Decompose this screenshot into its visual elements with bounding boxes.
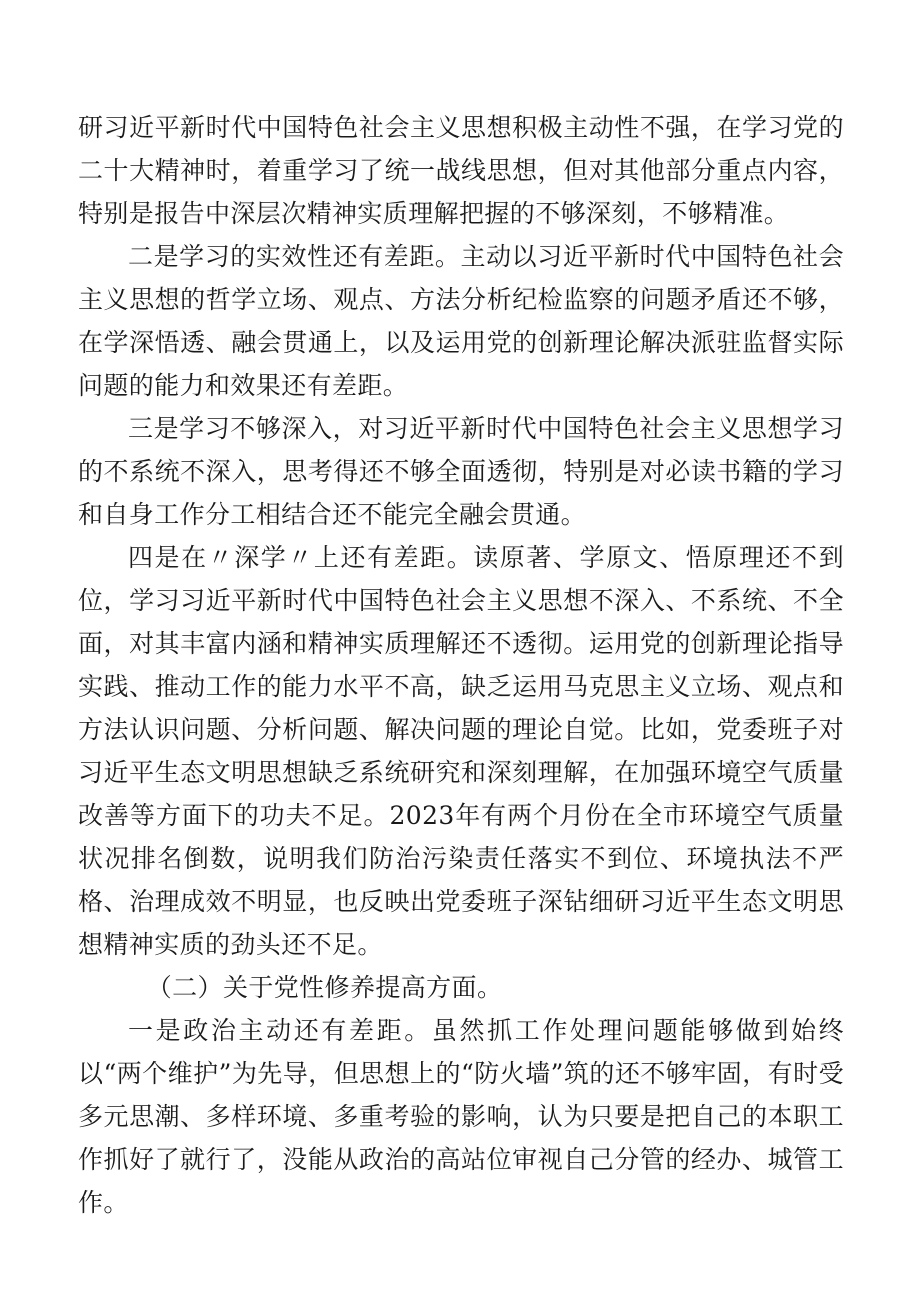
document-body bbox=[78, 106, 844, 1224]
paragraph-point-three: 三是学习不够深入，对习近平新时代中国特色社会主义思想学习的不系统不深入，思考得还不够全面透彻，特别是对必读书籍的学习和自身工作分工相结合还不能完全融会贯通。 bbox=[78, 414, 844, 529]
paragraph-continuation: 研习近平新时代中国特色社会主义思想积极主动性不强，在学习党的二十大精神时，着重学习了统一战线思想，但对其他部分重点内容，特别是报告中深层次精神实质理解把握的不够深刻，不够精准。 bbox=[78, 113, 844, 228]
paragraph-point-two: 二是学习的实效性还有差距。主动以习近平新时代中国特色社会主义思想的哲学立场、观点、方法分析纪检监察的问题矛盾还不够，在学深悟透、融会贯通上，以及运用党的创新理论解决派驻监督实际问题的能力和效果还有差距。 bbox=[78, 242, 844, 400]
paragraph-political-initiative: 一是政治主动还有差距。虽然抓工作处理问题能够做到始终以“两个维护”为先导，但思想上的“防火墙”筑的还不够牢固，有时受多元思潮、多样环境、多重考验的影响，认为只要是把自己的本职工作抓好了就行了，没能从政治的高站位审视自己分管的经办、城管工作。 bbox=[78, 1016, 844, 1217]
paragraph-point-four: 四是在〃深学〃上还有差距。读原著、学原文、悟原理还不到位，学习习近平新时代中国特色社会主义思想不深入、不系统、不全面，对其丰富内涵和精神实质理解还不透彻。运用党的创新理论指导实践、推动工作的能力水平不高，缺乏运用马克思主义立场、观点和方法认识问题、分析问题、解决问题的理论自觉。比如，党委班子对习近平生态文明思想缺乏系统研究和深刻理解，在加强环境空气质量改善等方面下的功夫不足。2023年有两个月份在全市环境空气质量状况排名倒数，说明我们防治污染责任落实不到位、环境执法不严格、治理成效不明显，也反映出党委班子深钻细研习近平生态文明思想精神实质的劲头还不足。 bbox=[78, 543, 844, 959]
section-heading: （二）关于党性修养提高方面。 bbox=[146, 973, 503, 1002]
